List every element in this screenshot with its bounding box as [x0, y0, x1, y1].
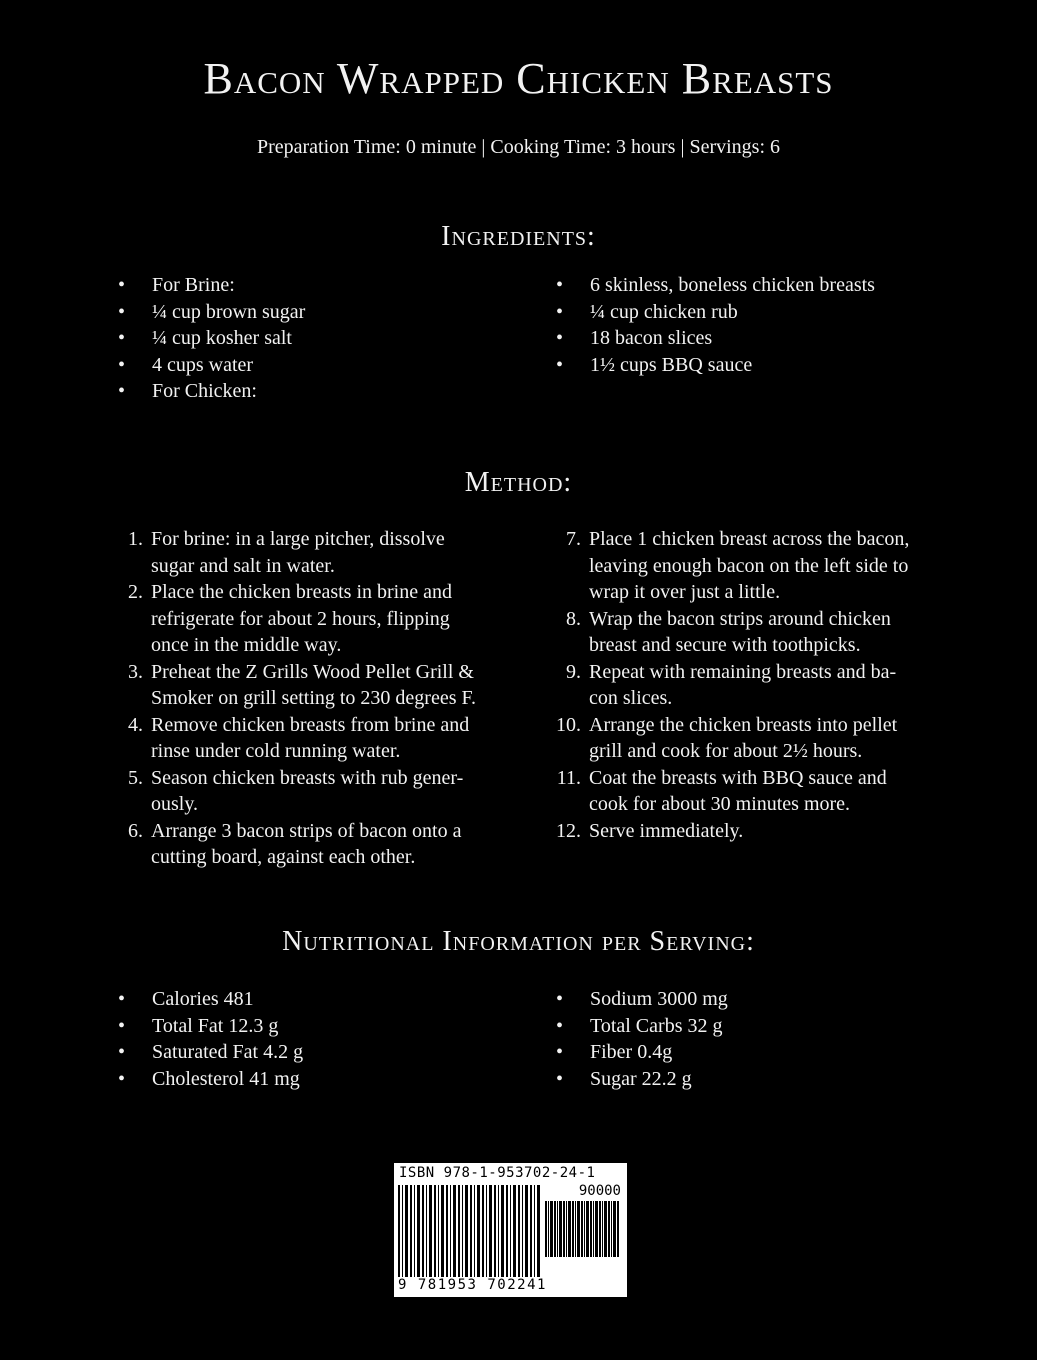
nutrition-item: • Fiber 0.4g: [556, 1039, 976, 1066]
step-text-line: Wrap the bacon strips around chicken: [589, 607, 891, 630]
nutrition-item: • Calories 481: [118, 986, 518, 1013]
step-number: 9.: [566, 660, 581, 683]
barcode-bar: [525, 1185, 528, 1277]
step-text-line: Arrange 3 bacon strips of bacon onto a: [151, 819, 462, 842]
step-text-line: Smoker on grill setting to 230 degrees F.: [151, 687, 477, 709]
ingredients-list-left: [118, 272, 518, 405]
step-number: 8.: [566, 607, 581, 630]
barcode-bar: [554, 1201, 556, 1257]
barcode-bar: [446, 1185, 448, 1277]
method-list-right: [553, 526, 993, 844]
method-step: [553, 712, 993, 765]
step-text-line: ously.: [151, 793, 199, 815]
barcode-bar: [414, 1185, 415, 1277]
barcode-bar: [510, 1185, 511, 1277]
ingredient-item: • For Brine:: [118, 272, 518, 299]
barcode-bar: [584, 1201, 585, 1257]
ingredient-item: • 4 cups water: [118, 352, 518, 379]
nutrition-item: • Saturated Fat 4.2 g: [118, 1039, 518, 1066]
nutrition-heading: Nutritional Information per Serving:: [282, 926, 755, 957]
barcode-bar: [530, 1185, 532, 1277]
barcode-bar: [550, 1201, 553, 1257]
step-text-line: grill and cook for about 2½ hours.: [589, 740, 863, 762]
step-text-line: cook for about 30 minutes more.: [589, 793, 851, 815]
step-text-line: rinse under cold running water.: [151, 740, 401, 762]
barcode-bar: [426, 1185, 427, 1277]
method-step: [115, 712, 535, 765]
barcode-bar: [617, 1201, 619, 1257]
ingredient-item: • 1½ cups BBQ sauce: [556, 352, 976, 379]
step-text-line: Arrange the chicken breasts into pellet: [589, 713, 898, 736]
ingredient-item: • ¼ cup kosher salt: [118, 325, 518, 352]
nutrition-item: • Sugar 22.2 g: [556, 1066, 976, 1093]
recipe-meta: Preparation Time: 0 minute | Cooking Time: 3 hours | Servings: 6: [256, 136, 781, 158]
step-number: 3.: [128, 660, 143, 683]
barcode-bar: [462, 1185, 463, 1277]
method-step: [115, 659, 535, 712]
barcode-bar: [398, 1185, 400, 1277]
barcode-bar: [566, 1201, 567, 1257]
step-text-line: once in the middle way.: [151, 634, 342, 656]
step-text-line: cutting board, against each other.: [151, 846, 416, 868]
ingredients-list-right: [556, 272, 976, 378]
barcode-bar: [581, 1201, 583, 1257]
barcode-bar: [482, 1185, 484, 1277]
barcode-bar: [506, 1185, 508, 1277]
ingredient-item: • 18 bacon slices: [556, 325, 976, 352]
step-text-line: leaving enough bacon on the left side to: [589, 554, 909, 577]
barcode-bar: [608, 1201, 610, 1257]
ingredient-item: • For Chicken:: [118, 378, 518, 405]
step-number: 7.: [566, 528, 581, 550]
step-text-line: sugar and salt in water.: [151, 554, 335, 577]
ingredient-item: • 6 skinless, boneless chicken breasts: [556, 272, 976, 299]
barcode-bar: [470, 1185, 472, 1277]
step-text-line: Season chicken breasts with rub gener-: [151, 766, 464, 789]
barcode-bar: [575, 1201, 576, 1257]
barcode-bar: [450, 1185, 451, 1277]
barcode-bar: [534, 1185, 535, 1277]
nutrition-item: • Total Fat 12.3 g: [118, 1013, 518, 1040]
barcode-bar: [474, 1185, 475, 1277]
barcode-bar: [477, 1185, 480, 1277]
step-number: 6.: [128, 819, 143, 842]
barcode-bar: [545, 1201, 547, 1257]
step-number: 1.: [128, 528, 143, 550]
barcode-bar: [577, 1201, 580, 1257]
nutrition-item: • Cholesterol 41 mg: [118, 1066, 518, 1093]
barcode-bar: [563, 1201, 565, 1257]
barcode-bar: [494, 1185, 496, 1277]
barcode-bar: [572, 1201, 574, 1257]
barcode-bar: [604, 1201, 607, 1257]
isbn-text: ISBN 978-1-953702-24-1: [399, 1165, 596, 1181]
step-text-line: wrap it over just a little.: [589, 581, 781, 603]
barcode-bar: [405, 1185, 408, 1277]
method-step: [553, 765, 993, 818]
barcode-bar: [557, 1201, 558, 1257]
barcode-bar: [434, 1185, 436, 1277]
barcode-bar: [465, 1185, 468, 1277]
step-text-line: breast and secure with toothpicks.: [589, 634, 861, 656]
method-step: [115, 765, 535, 818]
barcode-bar: [458, 1185, 460, 1277]
ingredient-item: • ¼ cup chicken rub: [556, 299, 976, 326]
method-step: [553, 659, 993, 712]
barcode-bar: [593, 1201, 594, 1257]
method-heading: Method:: [464, 467, 573, 498]
isbn-barcode: [394, 1163, 627, 1297]
nutrition-list-right: [556, 986, 976, 1092]
method-step: [553, 818, 993, 845]
barcode-bar: [595, 1201, 598, 1257]
barcode-bar: [599, 1201, 601, 1257]
barcode-bar: [548, 1201, 549, 1257]
barcode-bar: [501, 1185, 504, 1277]
step-text-line: Place 1 chicken breast across the bacon,: [589, 528, 910, 550]
step-text-line: Place the chicken breasts in brine and: [151, 581, 452, 603]
barcode-bar: [498, 1185, 499, 1277]
step-number: 10.: [556, 713, 581, 736]
method-step: [115, 579, 535, 659]
method-step: [553, 606, 993, 659]
barcode-bar: [537, 1185, 540, 1277]
method-list-left: [115, 526, 535, 871]
barcode-bar: [422, 1185, 424, 1277]
barcode-bar: [568, 1201, 571, 1257]
step-text-line: Repeat with remaining breasts and ba-: [589, 660, 897, 683]
barcode-bar: [438, 1185, 439, 1277]
recipe-title: Bacon Wrapped Chicken Breasts: [203, 54, 834, 103]
barcode-bar: [410, 1185, 412, 1277]
nutrition-item: • Sodium 3000 mg: [556, 986, 976, 1013]
barcode-bar: [559, 1201, 562, 1257]
step-text-line: Remove chicken breasts from brine and: [151, 713, 470, 736]
price-code-bars: [545, 1201, 620, 1257]
barcode-bar: [417, 1185, 420, 1277]
step-text-line: refrigerate for about 2 hours, flipping: [151, 607, 450, 630]
ingredients-heading: Ingredients:: [441, 221, 596, 252]
barcode-bars: [398, 1185, 543, 1277]
method-step: [115, 818, 535, 871]
barcode-bar: [489, 1185, 492, 1277]
barcode-bar: [453, 1185, 456, 1277]
step-text-line: For brine: in a large pitcher, dissolve: [151, 528, 445, 550]
barcode-digits: 9 781953 702241: [398, 1277, 547, 1293]
nutrition-list-left: [118, 986, 518, 1092]
step-text-line: Coat the breasts with BBQ sauce and: [589, 766, 887, 789]
price-code: 90000: [578, 1183, 621, 1199]
barcode-bar: [590, 1201, 592, 1257]
method-step: [553, 526, 993, 606]
barcode-bar: [586, 1201, 589, 1257]
step-number: 11.: [556, 766, 581, 789]
barcode-bar: [486, 1185, 487, 1277]
step-text-line: Preheat the Z Grills Wood Pellet Grill &: [151, 660, 474, 683]
ingredient-item: • ¼ cup brown sugar: [118, 299, 518, 326]
step-text-line: con slices.: [589, 687, 673, 709]
step-number: 2.: [128, 581, 143, 603]
step-number: 4.: [128, 713, 143, 736]
barcode-bar: [613, 1201, 616, 1257]
barcode-bar: [611, 1201, 612, 1257]
barcode-bar: [402, 1185, 403, 1277]
method-step: [115, 526, 535, 579]
step-number: 5.: [128, 766, 143, 789]
barcode-bar: [513, 1185, 516, 1277]
barcode-bar: [522, 1185, 523, 1277]
step-number: 12.: [556, 819, 581, 842]
barcode-bar: [441, 1185, 444, 1277]
nutrition-item: • Total Carbs 32 g: [556, 1013, 976, 1040]
barcode-bar: [602, 1201, 603, 1257]
barcode-bar: [518, 1185, 520, 1277]
step-text-line: Serve immediately.: [589, 819, 744, 842]
barcode-bar: [429, 1185, 432, 1277]
